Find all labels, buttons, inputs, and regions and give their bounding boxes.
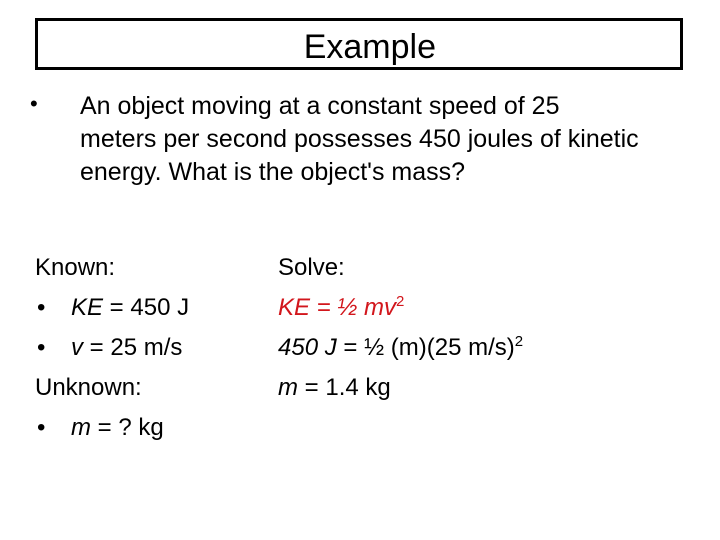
problem-bullet: • xyxy=(30,91,38,116)
result-variable: m xyxy=(278,374,298,401)
result-line xyxy=(278,368,698,408)
substitution-rhs: = ½ (m)(25 m/s) xyxy=(336,334,515,361)
slide-title: Example xyxy=(303,28,436,66)
kinetic-energy-equation xyxy=(278,288,698,328)
known-item-v xyxy=(35,328,265,368)
unknown-heading: Unknown: xyxy=(35,374,142,401)
variable: m xyxy=(71,414,91,441)
known-column xyxy=(35,248,265,448)
title-box xyxy=(35,18,683,70)
solve-column xyxy=(278,248,698,408)
value: = 450 J xyxy=(103,294,190,321)
equation-exponent: 2 xyxy=(396,293,405,310)
substitution-line xyxy=(278,328,698,368)
substitution-lhs: 450 J xyxy=(278,334,337,361)
known-heading: Known: xyxy=(35,254,116,281)
variable: KE xyxy=(71,294,104,321)
variable: v xyxy=(71,334,83,361)
problem-statement: An object moving at a constant speed of 25 meters per second possesses 450 joules of kinetic energy. What is the object's mass? xyxy=(80,92,639,186)
value: = ? kg xyxy=(91,414,164,441)
solve-heading: Solve: xyxy=(278,254,345,281)
equation-text: KE = ½ mv xyxy=(278,294,397,321)
substitution-exponent: 2 xyxy=(514,333,524,350)
value: = 25 m/s xyxy=(83,334,183,361)
bullet: • xyxy=(37,414,46,441)
unknown-item-m xyxy=(35,408,265,448)
result-value: = 1.4 kg xyxy=(298,374,391,401)
bullet: • xyxy=(37,334,46,361)
bullet: • xyxy=(37,294,46,321)
known-item-ke xyxy=(35,288,265,328)
